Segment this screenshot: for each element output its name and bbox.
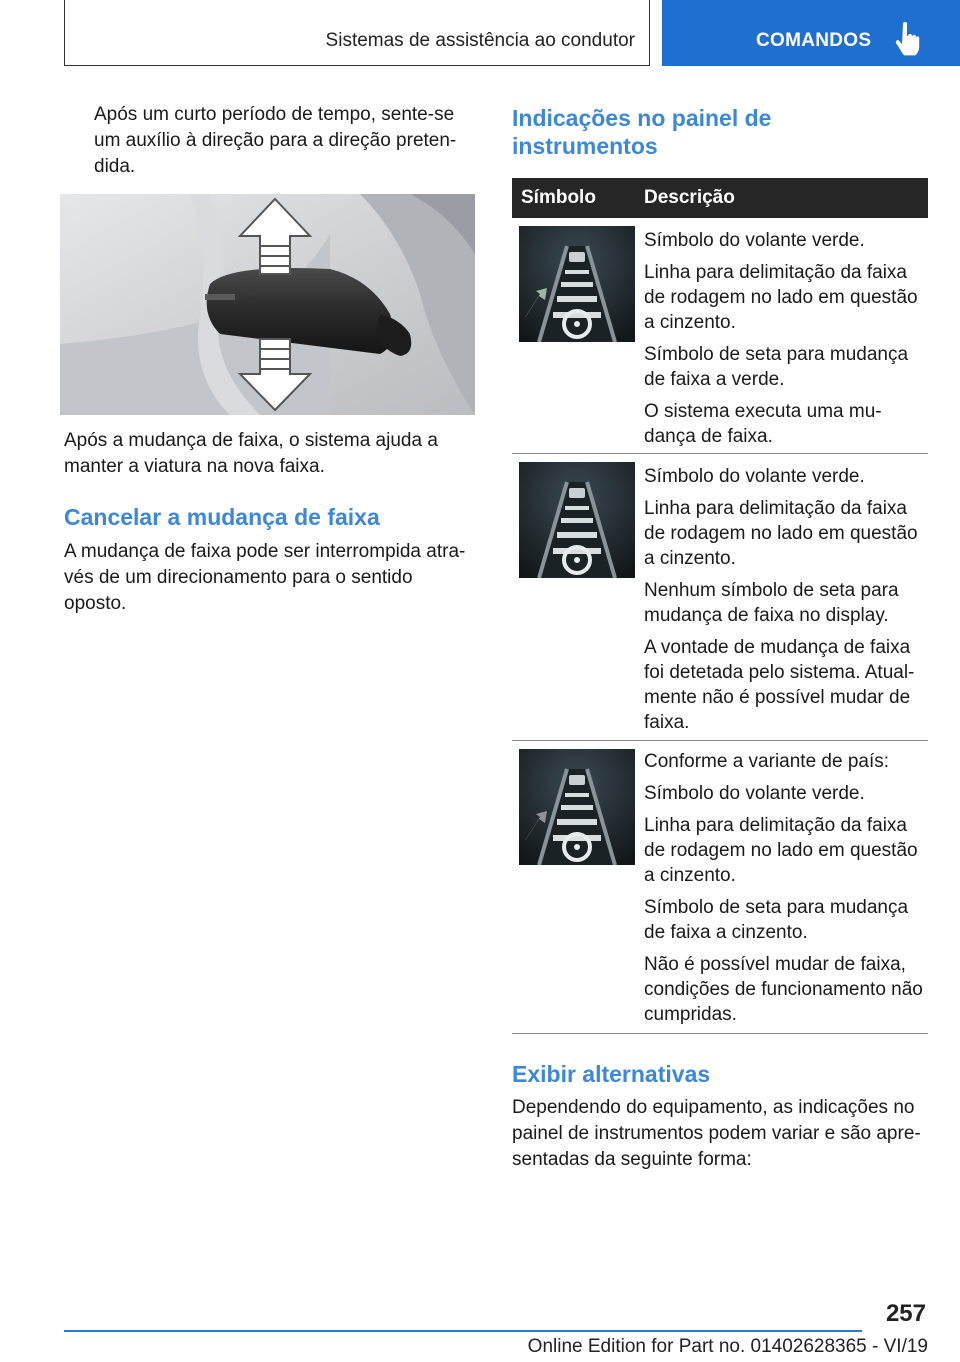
lane-change-unavailable-icon: [519, 749, 635, 865]
cancel-heading: Cancelar a mudança de faixa: [64, 504, 380, 530]
description-line: Símbolo de seta para mudança de faixa a cinzento.: [644, 897, 909, 943]
intro-paragraph: Após um curto período de tempo, sente-se um auxílio à direção para a direção preten-dida.: [94, 104, 457, 177]
description-line: O sistema executa uma mu-dança de faixa.: [644, 401, 882, 447]
description-line: Símbolo do volante verde.: [644, 466, 865, 487]
pointing-hand-icon: [894, 22, 920, 56]
description-line: Não é possível mudar de faixa, condições de funcionamento não cumpridas.: [644, 954, 923, 1025]
row-description: [644, 749, 924, 1034]
description-line: Símbolo do volante verde.: [644, 783, 865, 804]
row-description: [644, 464, 924, 742]
header-section-box: [64, 0, 650, 66]
description-line: Linha para delimitação da faixa de rodagem no lado em questão a cinzento.: [644, 498, 918, 569]
footer-edition-text: Online Edition for Part no. 01402628365 - VI/19: [527, 1336, 928, 1357]
indications-table: [512, 178, 928, 1034]
chapter-title: COMANDOS: [756, 30, 872, 51]
instrument-panel-heading: Indicações no painel de instrumentos: [512, 105, 772, 159]
description-line: A vontade de mudança de faixa foi detetada pelo sistema. Atual-mente não é possível mudar de faixa.: [644, 637, 915, 733]
description-line: Nenhum símbolo de seta para mudança de faixa no display.: [644, 580, 899, 626]
table-header: [512, 178, 928, 218]
alternatives-paragraph: Dependendo do equipamento, as indicações no painel de instrumentos podem variar e são apre-sentadas da seguinte forma:: [512, 1097, 921, 1170]
alternatives-heading: Exibir alternativas: [512, 1061, 711, 1087]
row-description: [644, 228, 924, 456]
page-number: 257: [885, 1300, 926, 1327]
turn-indicator-stalk-image: [60, 194, 475, 415]
header-chapter-tab[interactable]: [662, 0, 960, 66]
table-row: [512, 454, 928, 741]
column-header-description: Descrição: [644, 187, 735, 208]
lane-change-arrow-icon: [519, 226, 635, 342]
lane-assist-icon: [519, 462, 635, 578]
table-row: [512, 218, 928, 454]
description-line: Linha para delimitação da faixa de rodagem no lado em questão a cinzento.: [644, 262, 918, 333]
description-line: Linha para delimitação da faixa de rodagem no lado em questão a cinzento.: [644, 815, 918, 886]
column-header-symbol: Símbolo: [521, 187, 596, 208]
after-change-paragraph: Após a mudança de faixa, o sistema ajuda a manter a viatura na nova faixa.: [64, 430, 438, 477]
description-line: Símbolo de seta para mudança de faixa a verde.: [644, 344, 909, 390]
cancel-paragraph: A mudança de faixa pode ser interrompida atra-vés de um direcionamento para o sentido oposto.: [64, 541, 466, 614]
table-row: [512, 741, 928, 1034]
section-title: Sistemas de assistência ao condutor: [325, 30, 635, 51]
description-line: Conforme a variante de país:: [644, 751, 890, 772]
description-line: Símbolo do volante verde.: [644, 230, 865, 251]
footer-rule: [64, 1330, 862, 1332]
